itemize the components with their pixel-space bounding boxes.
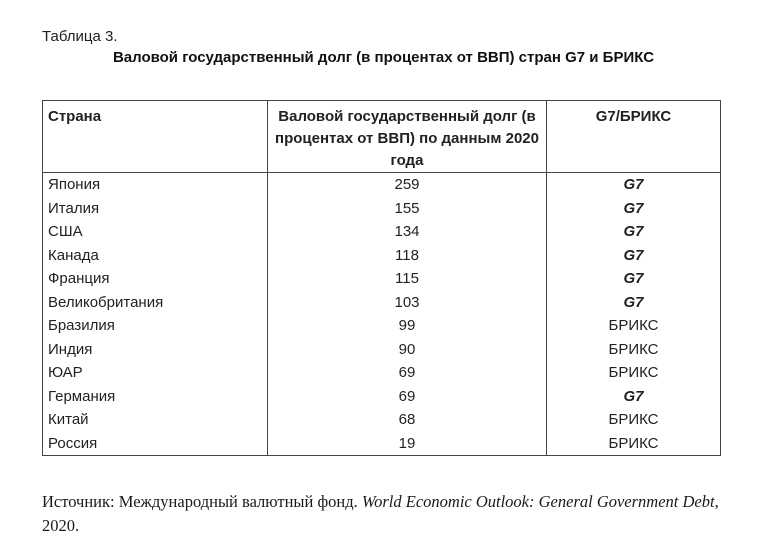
cell-country: Китай [43, 408, 268, 432]
cell-debt: 99 [268, 314, 547, 338]
header-debt: Валовой государственный долг (в процентах от ВВП) по данным 2020 года [268, 101, 547, 173]
cell-debt: 90 [268, 338, 547, 362]
cell-group: БРИКС [547, 361, 721, 385]
table-body [43, 173, 721, 456]
cell-country: Германия [43, 385, 268, 409]
cell-group: G7 [547, 267, 721, 291]
table-row [43, 291, 721, 315]
cell-group: БРИКС [547, 314, 721, 338]
table-row [43, 432, 721, 456]
debt-table [42, 100, 721, 456]
cell-group: G7 [547, 173, 721, 197]
cell-group: G7 [547, 291, 721, 315]
cell-group: БРИКС [547, 408, 721, 432]
table-row [43, 197, 721, 221]
cell-country: Япония [43, 173, 268, 197]
cell-debt: 259 [268, 173, 547, 197]
cell-debt: 115 [268, 267, 547, 291]
cell-country: Великобритания [43, 291, 268, 315]
cell-debt: 19 [268, 432, 547, 456]
cell-country: Италия [43, 197, 268, 221]
table-row [43, 361, 721, 385]
cell-group: G7 [547, 244, 721, 268]
table-row [43, 173, 721, 197]
cell-country: США [43, 220, 268, 244]
cell-group: G7 [547, 385, 721, 409]
table-row [43, 338, 721, 362]
cell-debt: 118 [268, 244, 547, 268]
table-row [43, 385, 721, 409]
header-country: Страна [43, 101, 268, 173]
cell-debt: 103 [268, 291, 547, 315]
source-suffix: , 2020. [42, 492, 719, 535]
table-row [43, 244, 721, 268]
table-row [43, 267, 721, 291]
cell-debt: 69 [268, 361, 547, 385]
source-note [42, 490, 732, 538]
source-prefix: Источник: Международный валютный фонд. [42, 492, 362, 511]
cell-group: G7 [547, 197, 721, 221]
cell-country: Бразилия [43, 314, 268, 338]
source-publication: World Economic Outlook: General Government Debt [361, 492, 715, 511]
cell-group: БРИКС [547, 432, 721, 456]
cell-group: БРИКС [547, 338, 721, 362]
table-caption-label: Таблица 3. [42, 28, 118, 45]
cell-country: Россия [43, 432, 268, 456]
table-row [43, 314, 721, 338]
cell-debt: 68 [268, 408, 547, 432]
cell-country: ЮАР [43, 361, 268, 385]
cell-debt: 69 [268, 385, 547, 409]
header-group: G7/БРИКС [547, 101, 721, 173]
cell-debt: 134 [268, 220, 547, 244]
table-caption-title: Валовой государственный долг (в процентах от ВВП) стран G7 и БРИКС [112, 49, 655, 66]
table-row [43, 408, 721, 432]
cell-group: G7 [547, 220, 721, 244]
table-header-row [43, 101, 721, 173]
cell-country: Канада [43, 244, 268, 268]
cell-debt: 155 [268, 197, 547, 221]
cell-country: Франция [43, 267, 268, 291]
table-row [43, 220, 721, 244]
cell-country: Индия [43, 338, 268, 362]
